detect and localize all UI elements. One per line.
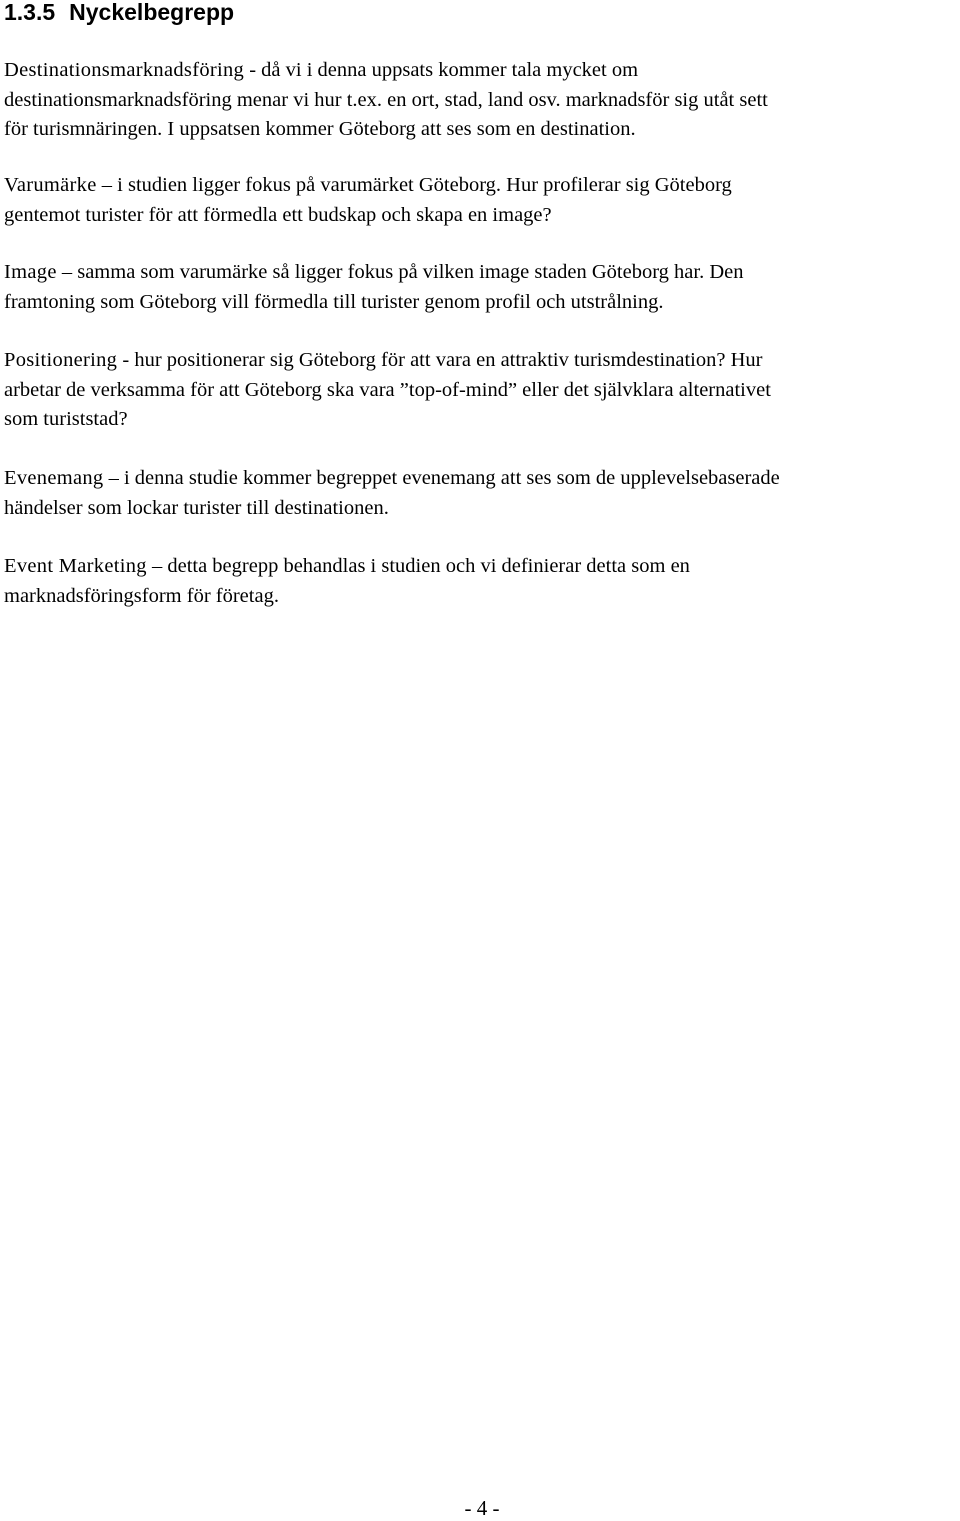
definition-event-marketing [4, 552, 690, 611]
definition-line: – detta begrepp behandlas i studien och vi definierar detta som en [146, 555, 690, 577]
definition-line: marknadsföringsform för företag. [4, 584, 279, 607]
term-label: Evenemang [4, 467, 104, 489]
definition-line: destinationsmarknadsföring menar vi hur t.ex. en ort, stad, land osv. marknadsför sig utåt sett [4, 88, 768, 111]
definition-positionering [4, 346, 771, 435]
term-label: Destinationsmarknadsföring [4, 59, 245, 81]
definition-line: arbetar de verksamma för att Göteborg ska vara ”top-of-mind” eller det självklara alternativet [4, 378, 771, 401]
definition-line: framtoning som Göteborg vill förmedla till turister genom profil och utstrålning. [4, 290, 664, 313]
term-label: Image [4, 261, 57, 283]
definition-line: - hur positionerar sig Göteborg för att vara en attraktiv turismdestination? Hur [117, 349, 763, 371]
term-label: Event Marketing [4, 555, 147, 577]
definition-image [4, 258, 744, 317]
definition-line: som turiststad? [4, 408, 128, 430]
definition-line: – samma som varumärke så ligger fokus på vilken image staden Göteborg har. Den [56, 261, 744, 283]
definition-destinationsmarknadsforing [4, 56, 768, 145]
section-heading [4, 0, 234, 26]
definition-evenemang [4, 464, 780, 523]
definition-varumarke [4, 171, 732, 230]
definition-line: för turismnäringen. I uppsatsen kommer Göteborg att ses som en destination. [4, 118, 636, 140]
definition-line: – i studien ligger fokus på varumärket Göteborg. Hur profilerar sig Göteborg [96, 174, 732, 196]
term-label: Positionering [4, 349, 118, 371]
section-title: Nyckelbegrepp [69, 0, 235, 25]
definition-line: – i denna studie kommer begreppet evenemang att ses som de upplevelsebaserade [103, 467, 780, 489]
definition-line: gentemot turister för att förmedla ett budskap och skapa en image? [4, 203, 552, 226]
page-number: - 4 - [464, 1496, 500, 1520]
definition-line: - då vi i denna uppsats kommer tala mycket om [244, 59, 639, 81]
section-number: 1.3.5 [4, 0, 56, 25]
definition-line: händelser som lockar turister till destinationen. [4, 496, 389, 519]
term-label: Varumärke [4, 174, 97, 196]
